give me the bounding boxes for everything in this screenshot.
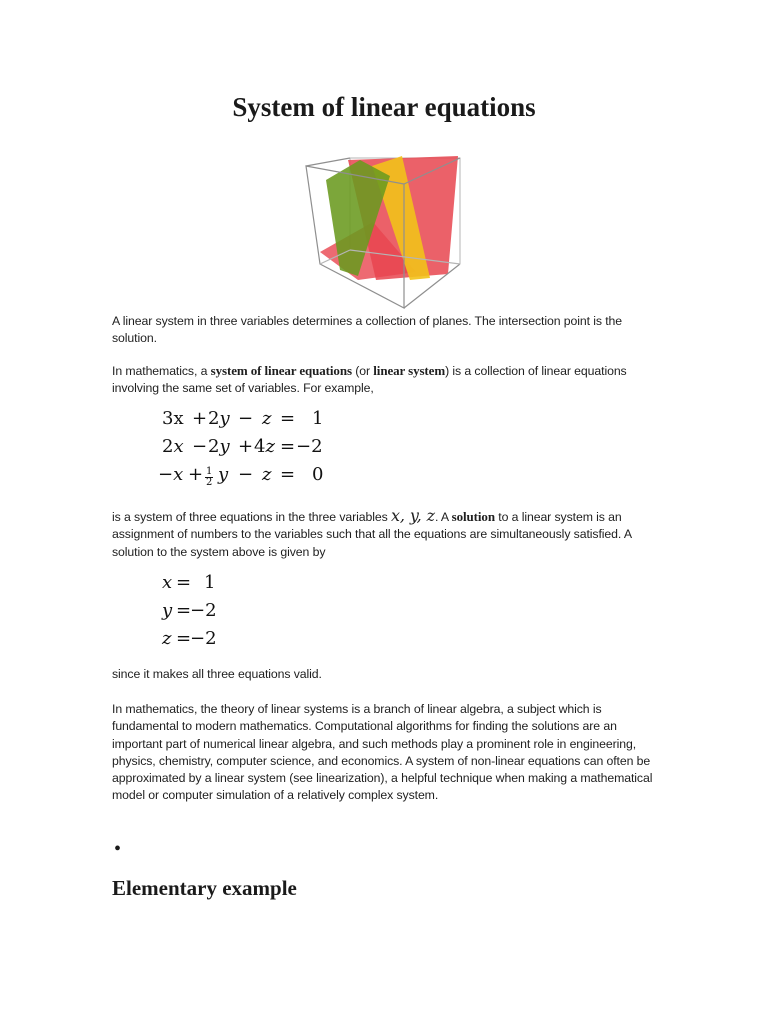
eq-operator: + [238,436,254,457]
solution-values: x = 1 y = −2 z = −2 [162,572,217,649]
equation-system [158,408,358,492]
variables-xyz: x, y, z [390,506,435,525]
intro-text: (or [351,364,374,378]
eq-rhs: −2 [296,436,323,457]
since-paragraph: since it makes all three equations valid. [112,667,322,681]
eq-term: y [218,464,229,485]
solution-paragraph [112,507,657,561]
eq-term: z [262,408,272,429]
eq-equals: = [280,408,296,429]
eq-term: 3x [162,408,184,429]
eq-equals: = [280,436,296,457]
eq-term: −x [158,464,184,485]
theory-paragraph: In mathematics, the theory of linear systems is a branch of linear algebra, a subject which is fundamental to modern mathematics. Computational algorithms for finding the solutions are an important part of numerical linear algebra, and such methods play a prominent role in engineering, physics, chemistry, computer science, and economics. A system of non-linear equations can often be approximated by a linear system (see linearization), a helpful technique when making a mathematical model or computer simulation of a relatively complex system. [112,702,653,803]
fraction-half: $\frac{1}{2}$ [206,465,213,488]
term-linear-system: linear system [373,363,446,378]
eq-term: z [262,464,272,485]
planes-figure [298,152,470,316]
intro-paragraph [112,362,657,398]
bullet-point: • [114,838,122,860]
eq-operator: − [238,408,254,429]
eq-rhs: 1 [312,408,324,429]
figure-caption: A linear system in three variables determines a collection of planes. The intersection point is the solution. [112,314,623,346]
eq-operator: + [188,464,204,485]
eq-operator: − [238,464,254,485]
intro-text: In mathematics, a [112,364,211,378]
eq-operator: − [192,436,208,457]
eq-term: 2y [208,436,230,457]
solution-text: to a linear system is an assignment of numbers to the variables such that all the equations are simultaneously satisfied. A solution to the system above is given by [112,510,632,559]
page-title: System of linear equations [232,92,536,122]
section-heading-elementary-example: Elementary example [112,876,297,900]
eq-operator: + [192,408,208,429]
eq-term: 2y [208,408,230,429]
eq-term: 4z [254,436,275,457]
solution-text: is a system of three equations in the three variables [112,510,391,524]
eq-term: 2x [162,436,184,457]
eq-equals: = [280,464,296,485]
term-solution: solution [451,509,495,524]
eq-rhs: 0 [312,464,324,485]
solution-text: . A [434,510,452,524]
term-system-of-linear-equations: system of linear equations [210,363,352,378]
intro-text: ) is a collection of linear equations involving the same set of variables. For example, [112,364,627,396]
